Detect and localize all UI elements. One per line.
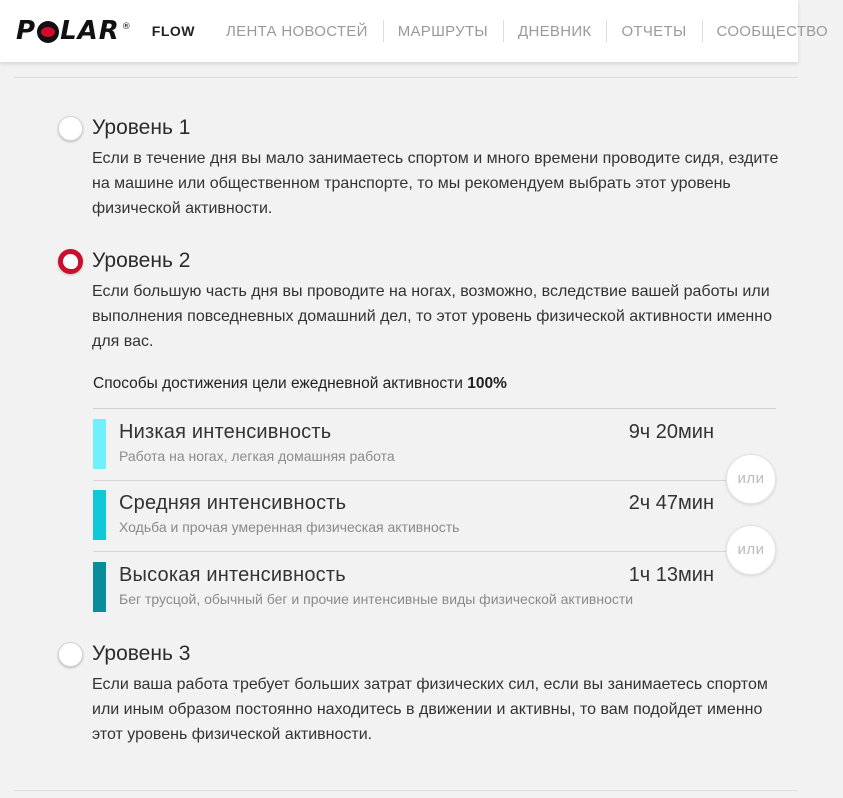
level-1-title: Уровень 1 <box>92 116 191 139</box>
goal-ways-label: Способы достижения цели ежедневной активности <box>93 375 463 392</box>
intensity-row-low <box>93 419 776 481</box>
content-bottom-divider <box>14 790 798 791</box>
intensity-low-name: Низкая интенсивность <box>119 421 332 443</box>
goal-ways-heading <box>93 375 507 393</box>
logo-letter-p: P <box>16 16 37 46</box>
intensity-high-color-bar <box>93 562 106 612</box>
polar-logo[interactable] <box>16 16 132 46</box>
nav-routes[interactable]: МАРШРУТЫ <box>383 23 503 40</box>
nav-community[interactable]: СООБЩЕСТВО <box>702 23 843 40</box>
level-2-radio-selected[interactable] <box>58 249 83 274</box>
level-1-radio[interactable] <box>58 116 83 141</box>
intensity-medium-name: Средняя интенсивность <box>119 492 347 514</box>
product-name[interactable]: FLOW <box>151 23 195 39</box>
or-badge-2: или <box>726 525 776 575</box>
logo-registered-mark: ® <box>121 22 132 32</box>
level-1-description: Если в течение дня вы мало занимаетесь спортом и много времени проводите сидя, ездите на машине или общественном транспорте, то мы рекомендуем выбрать этот уровень физической активности. <box>92 150 779 217</box>
intensity-medium-divider <box>93 551 776 552</box>
level-3-radio[interactable] <box>58 642 83 667</box>
level-3-title: Уровень 3 <box>92 642 191 665</box>
nav-reports[interactable]: ОТЧЕТЫ <box>606 23 701 40</box>
content-top-divider <box>14 77 798 78</box>
goal-ways-divider <box>93 408 776 409</box>
intensity-low-time: 9ч 20мин <box>628 421 714 443</box>
goal-percent: 100% <box>467 375 507 392</box>
nav-news-feed[interactable]: ЛЕНТА НОВОСТЕЙ <box>226 22 368 40</box>
intensity-medium-color-bar <box>93 490 106 540</box>
intensity-medium-subtitle: Ходьба и прочая умеренная физическая активность <box>119 519 460 535</box>
intensity-high-name: Высокая интенсивность <box>119 564 346 586</box>
activity-level-2[interactable] <box>58 247 798 354</box>
intensity-high-time: 1ч 13мин <box>628 564 714 586</box>
intensity-low-color-bar <box>93 419 106 469</box>
top-navigation <box>0 0 828 62</box>
intensity-low-divider <box>93 480 776 481</box>
intensity-low-subtitle: Работа на ногах, легкая домашняя работа <box>119 448 395 464</box>
intensity-high-subtitle: Бег трусцой, обычный бег и прочие интенсивные виды физической активности <box>119 591 634 607</box>
logo-letters-lar: LAR <box>60 16 120 46</box>
or-badge-1: или <box>726 454 776 504</box>
level-2-title: Уровень 2 <box>92 249 191 272</box>
logo-o-mark-icon <box>37 21 59 43</box>
intensity-medium-time: 2ч 47мин <box>628 492 714 514</box>
level-2-description: Если большую часть дня вы проводите на ногах, возможно, вследствие вашей работы или выполнения повседневных домашний дел, то этот уровень физической активности именно для вас. <box>92 283 772 350</box>
nav-diary[interactable]: ДНЕВНИК <box>503 23 606 40</box>
intensity-row-medium <box>93 490 776 552</box>
intensity-row-high <box>93 562 776 624</box>
level-3-description: Если ваша работа требует больших затрат физических сил, если вы занимаетесь спортом или иным образом постоянно находитесь в движении и активны, то вам подойдет именно этот уровень физической активности. <box>92 676 768 743</box>
activity-level-1[interactable] <box>58 114 798 221</box>
activity-level-3[interactable] <box>58 640 798 747</box>
